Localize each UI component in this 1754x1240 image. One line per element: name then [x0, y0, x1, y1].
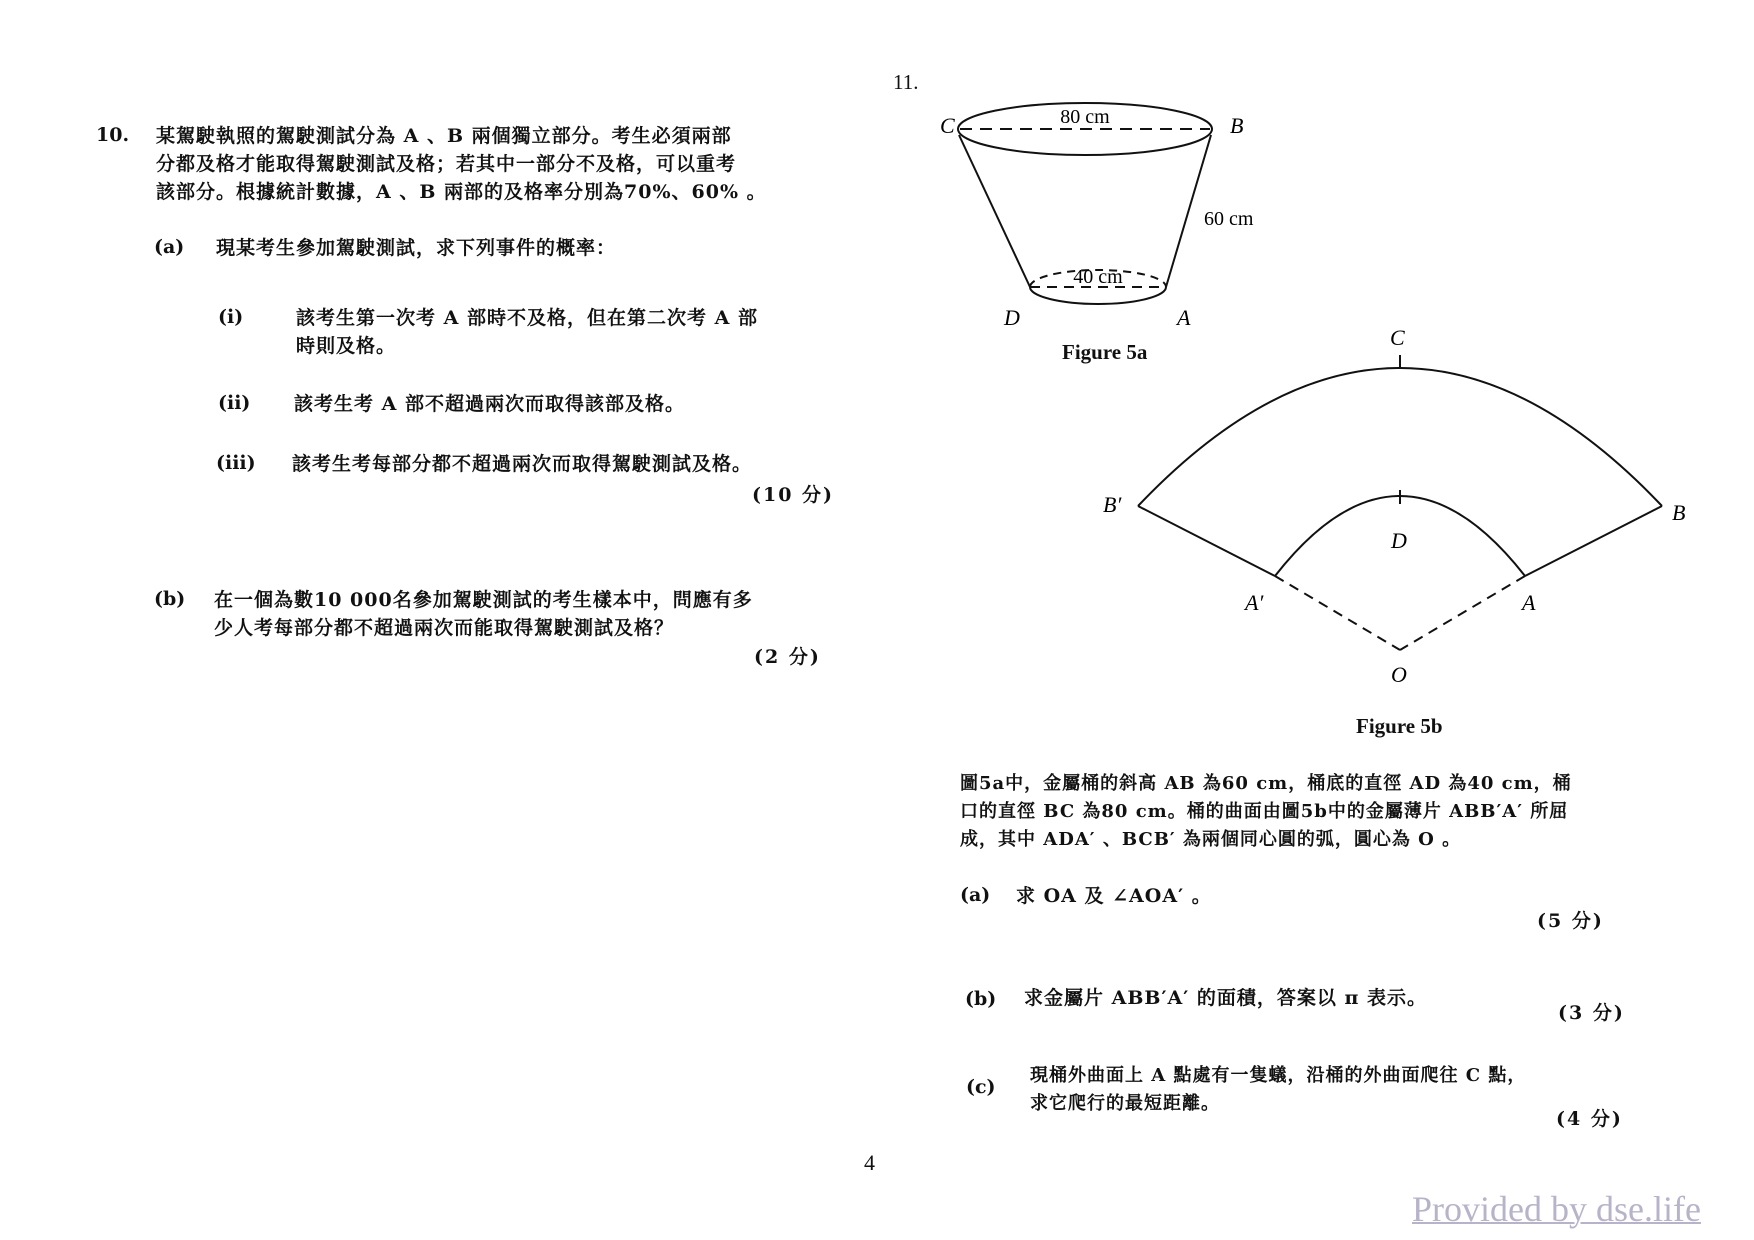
question-11-number: 11.: [893, 70, 919, 94]
question-10a-label: (a): [154, 236, 185, 258]
page-number: 4: [864, 1150, 875, 1175]
sector-edge-left: [1138, 506, 1275, 576]
figure-5b-caption: Figure 5b: [1356, 714, 1443, 738]
question-10a-ii-text: 該考生考 A 部不超過兩次而取得該部及格。: [294, 393, 685, 415]
figure-5b-label-A: A: [1522, 590, 1536, 615]
question-11c-label: (c): [966, 1076, 996, 1098]
figure-5a-slant-dimension: 60 cm: [1204, 208, 1254, 230]
question-11-stem: [960, 770, 1640, 854]
question-10b-marks: (2 分): [754, 646, 821, 668]
question-10a-i-line-2: 時則及格。: [296, 335, 397, 357]
figure-5b-sector: [1085, 320, 1705, 690]
sector-radius-left: [1275, 576, 1400, 650]
figure-5a-frustum: [940, 95, 1254, 335]
figure-5b-label-D: D: [1391, 528, 1407, 553]
question-11c-marks: (4 分): [1556, 1108, 1623, 1130]
figure-5b-label-O: O: [1391, 662, 1407, 687]
question-10a-i-label: (i): [218, 306, 244, 328]
watermark-link[interactable]: Provided by dse.life: [1412, 1189, 1701, 1229]
figure-5b-label-A-prime: A′: [1245, 590, 1264, 615]
sector-outer-arc: [1138, 368, 1662, 506]
question-10-stem: [156, 122, 856, 206]
figure-5a-label-D: D: [1004, 305, 1020, 330]
figure-5b-label-B-prime: B′: [1103, 492, 1122, 517]
question-10b-label: (b): [154, 588, 186, 610]
question-11b-label: (b): [965, 988, 997, 1010]
question-11b-text: 求金屬片 ABB′A′ 的面積，答案以 π 表示。: [1024, 987, 1427, 1009]
figure-5b-label-B: B: [1672, 500, 1686, 525]
question-11a-marks: (5 分): [1537, 910, 1604, 932]
question-10-number: 10.: [96, 124, 130, 146]
figure-5a-label-B: B: [1230, 113, 1244, 138]
question-10a-marks: (10 分): [752, 484, 835, 506]
frustum-side-left: [959, 135, 1030, 287]
question-10a-iii-label: (iii): [216, 452, 256, 474]
figure-5a-bottom-dimension: 40 cm: [1073, 266, 1123, 288]
sector-radius-right: [1400, 576, 1525, 650]
figure-5b-label-C: C: [1390, 325, 1405, 350]
question-11-stem-line-1: 圖5a中，金屬桶的斜高 AB 為60 cm，桶底的直徑 AD 為40 cm，桶: [960, 773, 1572, 794]
figure-5a-label-C: C: [940, 113, 955, 138]
question-10b-line-1: 在一個為數10 000名參加駕駛測試的考生樣本中，問應有多: [214, 589, 753, 611]
question-11-stem-line-2: 口的直徑 BC 為80 cm。桶的曲面由圖5b中的金屬薄片 ABB′A′ 所屈: [960, 801, 1569, 822]
question-10b-line-2: 少人考每部分都不超過兩次而能取得駕駛測試及格？: [214, 617, 675, 639]
question-11b-marks: (3 分): [1558, 1002, 1625, 1024]
frustum-bottom-front-arc: [1030, 287, 1166, 304]
question-10-stem-line-2: 分都及格才能取得駕駛測試及格；若其中一部分不及格，可以重考: [156, 153, 737, 175]
question-10b-text: [214, 586, 854, 642]
question-10a-i-text: [296, 304, 866, 360]
figure-5a-caption: Figure 5a: [1062, 340, 1148, 364]
question-11a-text: 求 OA 及 ∠AOA′ 。: [1016, 885, 1212, 907]
question-10a-ii-label: (ii): [218, 392, 251, 414]
question-10-stem-line-1: 某駕駛執照的駕駛測試分為 A 、B 兩個獨立部分。考生必須兩部: [156, 125, 732, 147]
question-11c-line-2: 求它爬行的最短距離。: [1030, 1093, 1220, 1114]
figure-5a-label-A: A: [1177, 305, 1191, 330]
question-11a-label: (a): [960, 884, 991, 906]
question-10-stem-line-3: 該部分。根據統計數據，A 、B 兩部的及格率分別為70%、60% 。: [156, 181, 767, 203]
question-10a-text: 現某考生參加駕駛測試，求下列事件的概率：: [216, 237, 617, 259]
question-10a-i-line-1: 該考生第一次考 A 部時不及格，但在第二次考 A 部: [296, 307, 758, 329]
sector-edge-right: [1525, 506, 1662, 576]
figure-5a-top-dimension: 80 cm: [1060, 106, 1110, 128]
question-11-stem-line-3: 成，其中 ADA′ 、BCB′ 為兩個同心圓的弧，圓心為 O 。: [960, 829, 1462, 850]
question-11c-line-1: 現桶外曲面上 A 點處有一隻蟻，沿桶的外曲面爬往 C 點，: [1030, 1065, 1527, 1086]
question-10a-iii-text: 該考生考每部分都不超過兩次而取得駕駛測試及格。: [292, 453, 753, 475]
